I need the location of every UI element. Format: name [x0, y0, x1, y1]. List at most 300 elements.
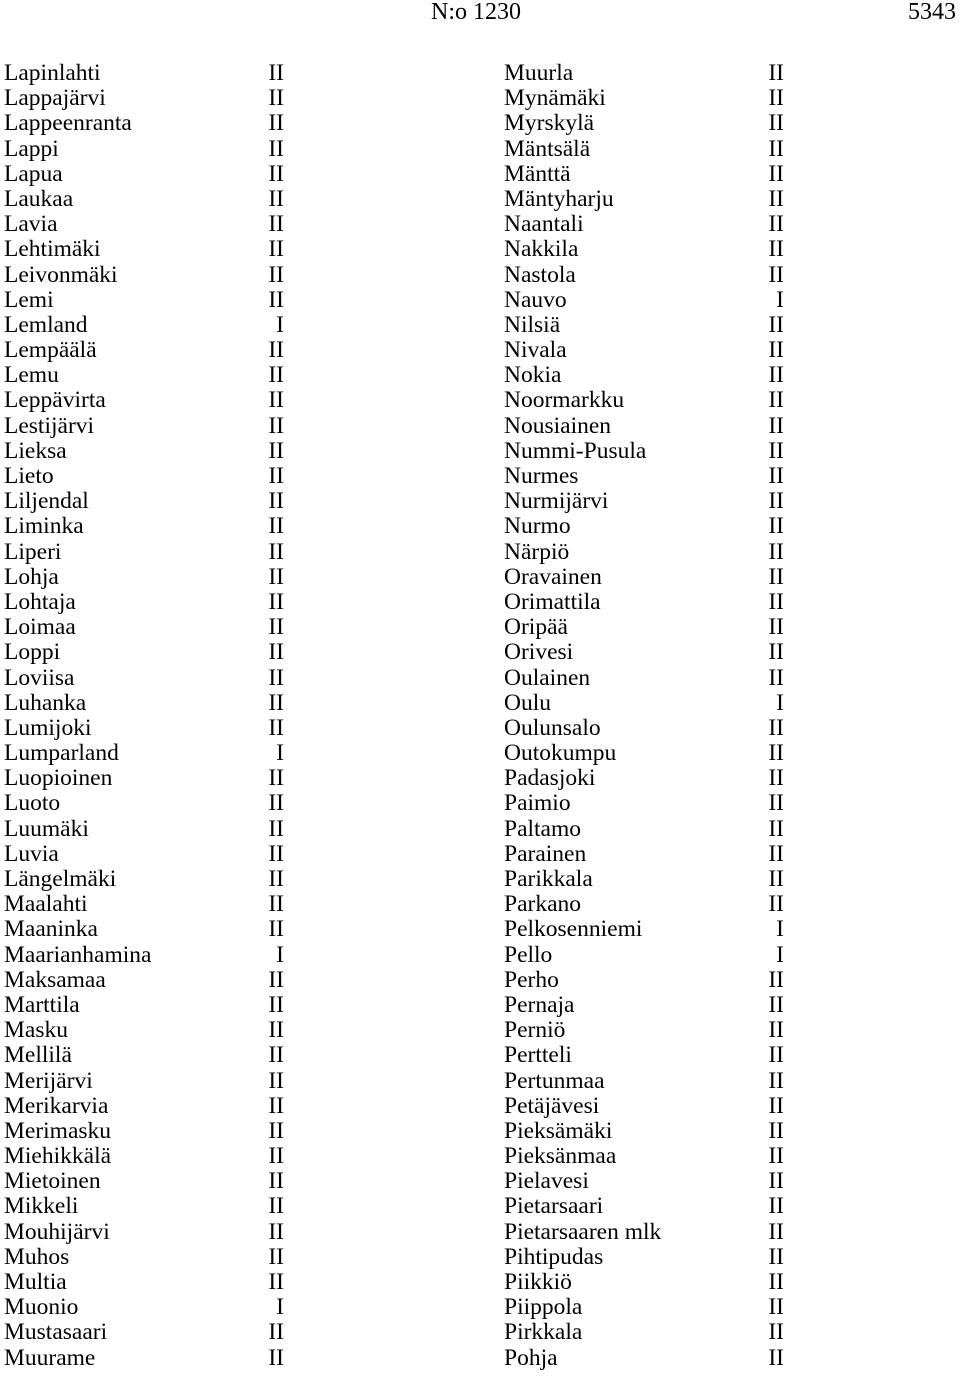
municipality-row [504, 866, 784, 891]
municipality-class: II [768, 840, 784, 867]
municipality-class: II [268, 1092, 284, 1119]
municipality-row [504, 287, 784, 312]
municipality-class: II [268, 588, 284, 615]
municipality-row [4, 85, 284, 110]
municipality-row [4, 413, 284, 438]
municipality-row [504, 765, 784, 790]
municipality-row [504, 1118, 784, 1143]
municipality-row [504, 816, 784, 841]
municipality-name: Pietarsaari [504, 1193, 604, 1220]
municipality-name: Pertteli [504, 1042, 572, 1069]
municipality-class: II [268, 160, 284, 187]
municipality-row [4, 891, 284, 916]
municipality-class: II [768, 387, 784, 414]
municipality-row [4, 916, 284, 941]
municipality-class: II [268, 286, 284, 313]
municipality-row [4, 1118, 284, 1143]
municipality-row [504, 312, 784, 337]
municipality-row [4, 1319, 284, 1344]
municipality-name: Paimio [504, 790, 571, 817]
left-municipality-column [4, 60, 284, 1370]
municipality-name: Maksamaa [4, 966, 106, 993]
municipality-name: Pielavesi [504, 1168, 589, 1195]
municipality-name: Mouhijärvi [4, 1218, 110, 1245]
municipality-row [4, 1143, 284, 1168]
municipality-name: Mietoinen [4, 1168, 101, 1195]
municipality-row [4, 1345, 284, 1370]
municipality-row [504, 967, 784, 992]
municipality-row [4, 362, 284, 387]
municipality-row [4, 765, 284, 790]
municipality-name: Lohtaja [4, 588, 76, 615]
municipality-row [504, 1319, 784, 1344]
municipality-name: Luhanka [4, 689, 87, 716]
municipality-class: II [268, 563, 284, 590]
municipality-name: Lempäälä [4, 337, 97, 364]
municipality-name: Pieksänmaa [504, 1143, 617, 1170]
municipality-name: Parkano [504, 891, 582, 918]
municipality-class: II [768, 110, 784, 137]
municipality-row [4, 1168, 284, 1193]
municipality-class: II [268, 538, 284, 565]
municipality-class: II [768, 362, 784, 389]
municipality-row [4, 287, 284, 312]
municipality-class: II [268, 1067, 284, 1094]
municipality-name: Nurmo [504, 513, 571, 540]
municipality-row [504, 1219, 784, 1244]
municipality-row [4, 136, 284, 161]
municipality-name: Masku [4, 1017, 68, 1044]
municipality-name: Loviisa [4, 664, 75, 691]
municipality-class: II [268, 815, 284, 842]
municipality-class: II [768, 614, 784, 641]
municipality-name: Outokumpu [504, 740, 617, 767]
municipality-name: Lumijoki [4, 714, 92, 741]
municipality-class: II [768, 60, 784, 86]
municipality-class: II [768, 714, 784, 741]
municipality-class: I [276, 941, 284, 968]
municipality-row [4, 1017, 284, 1042]
municipality-class: II [768, 1319, 784, 1346]
municipality-class: II [768, 664, 784, 691]
municipality-row [4, 312, 284, 337]
municipality-name: Pohja [504, 1344, 558, 1371]
municipality-row [4, 387, 284, 412]
municipality-name: Luvia [4, 840, 59, 867]
municipality-row [4, 816, 284, 841]
municipality-row [504, 1093, 784, 1118]
municipality-class: II [768, 1294, 784, 1321]
municipality-row [504, 1244, 784, 1269]
municipality-class: II [268, 1042, 284, 1069]
municipality-class: II [268, 991, 284, 1018]
municipality-class: II [268, 1243, 284, 1270]
municipality-row [4, 564, 284, 589]
municipality-class: II [268, 1168, 284, 1195]
municipality-row [504, 1017, 784, 1042]
municipality-name: Orivesi [504, 639, 574, 666]
municipality-name: Laukaa [4, 185, 74, 212]
municipality-class: II [268, 513, 284, 540]
municipality-name: Miehikkälä [4, 1143, 112, 1170]
municipality-row [4, 992, 284, 1017]
municipality-class: II [768, 790, 784, 817]
municipality-row [504, 891, 784, 916]
municipality-row [4, 1193, 284, 1218]
municipality-class: II [768, 866, 784, 892]
municipality-class: I [776, 916, 784, 943]
municipality-name: Luopioinen [4, 765, 113, 792]
municipality-row [504, 413, 784, 438]
municipality-name: Maaninka [4, 916, 98, 943]
municipality-row [4, 1068, 284, 1093]
municipality-class: II [768, 135, 784, 162]
municipality-class: II [268, 891, 284, 918]
page-number: 5343 [908, 0, 956, 25]
municipality-class: I [276, 311, 284, 338]
municipality-name: Nousiainen [504, 412, 612, 439]
municipality-row [504, 488, 784, 513]
municipality-name: Liljendal [4, 488, 89, 515]
municipality-row [504, 639, 784, 664]
municipality-name: Mäntsälä [504, 135, 591, 162]
municipality-name: Nummi-Pusula [504, 437, 647, 464]
municipality-name: Maarianhamina [4, 941, 152, 968]
municipality-class: II [268, 412, 284, 439]
municipality-class: II [268, 463, 284, 489]
municipality-class: II [768, 236, 784, 263]
municipality-name: Lieksa [4, 437, 67, 464]
municipality-row [504, 211, 784, 236]
municipality-name: Oulainen [504, 664, 591, 691]
municipality-row [4, 942, 284, 967]
municipality-name: Muhos [4, 1243, 70, 1270]
municipality-row [504, 740, 784, 765]
municipality-row [4, 1294, 284, 1319]
municipality-name: Maalahti [4, 891, 88, 918]
municipality-row [504, 1269, 784, 1294]
municipality-name: Lohja [4, 563, 59, 590]
municipality-row [4, 866, 284, 891]
municipality-name: Mikkeli [4, 1193, 79, 1220]
municipality-name: Oulunsalo [504, 714, 601, 741]
municipality-class: II [268, 1143, 284, 1170]
municipality-row [4, 539, 284, 564]
municipality-class: II [268, 437, 284, 464]
municipality-row [504, 1068, 784, 1093]
municipality-class: II [768, 160, 784, 187]
municipality-name: Merijärvi [4, 1067, 93, 1094]
municipality-name: Pelkosenniemi [504, 916, 643, 943]
municipality-class: II [768, 765, 784, 792]
municipality-row [4, 967, 284, 992]
municipality-class: II [768, 639, 784, 666]
municipality-row [504, 387, 784, 412]
municipality-row [4, 262, 284, 287]
municipality-class: II [768, 588, 784, 615]
municipality-row [504, 1042, 784, 1067]
municipality-name: Paltamo [504, 815, 582, 842]
municipality-row [504, 136, 784, 161]
municipality-row [504, 337, 784, 362]
municipality-name: Padasjoki [504, 765, 596, 792]
municipality-class: II [768, 1067, 784, 1094]
municipality-class: II [268, 387, 284, 414]
municipality-row [504, 236, 784, 261]
municipality-name: Pirkkala [504, 1319, 583, 1346]
municipality-class: II [768, 211, 784, 238]
municipality-name: Mäntyharju [504, 185, 614, 212]
municipality-class: II [768, 1092, 784, 1119]
municipality-class: II [268, 790, 284, 817]
municipality-class: II [768, 1168, 784, 1195]
municipality-class: II [268, 1218, 284, 1245]
municipality-class: II [268, 1193, 284, 1220]
municipality-name: Nokia [504, 362, 562, 389]
municipality-row [504, 161, 784, 186]
municipality-row [504, 1294, 784, 1319]
municipality-class: II [768, 538, 784, 565]
municipality-class: II [268, 85, 284, 112]
municipality-name: Lappi [4, 135, 59, 162]
municipality-name: Luoto [4, 790, 61, 817]
municipality-class: I [776, 689, 784, 716]
right-municipality-column [504, 60, 784, 1370]
municipality-row [504, 539, 784, 564]
municipality-class: II [268, 840, 284, 867]
municipality-row [504, 841, 784, 866]
municipality-row [4, 665, 284, 690]
municipality-row [504, 463, 784, 488]
municipality-name: Pello [504, 941, 553, 968]
municipality-name: Mellilä [4, 1042, 72, 1069]
municipality-name: Närpiö [504, 538, 570, 565]
municipality-class: II [768, 966, 784, 993]
municipality-name: Mustasaari [4, 1319, 108, 1346]
municipality-row [504, 186, 784, 211]
municipality-name: Oripää [504, 614, 568, 641]
municipality-row [504, 790, 784, 815]
municipality-name: Nakkila [504, 236, 579, 263]
municipality-class: I [776, 286, 784, 313]
municipality-class: II [268, 211, 284, 238]
municipality-class: II [768, 513, 784, 540]
municipality-row [4, 715, 284, 740]
municipality-name: Luumäki [4, 815, 89, 842]
municipality-class: II [268, 337, 284, 364]
municipality-name: Orimattila [504, 588, 601, 615]
municipality-name: Leppävirta [4, 387, 106, 414]
municipality-row [504, 665, 784, 690]
municipality-class: I [276, 1294, 284, 1321]
municipality-row [4, 690, 284, 715]
municipality-row [4, 186, 284, 211]
municipality-row [4, 1093, 284, 1118]
municipality-row [504, 513, 784, 538]
municipality-class: II [768, 261, 784, 288]
municipality-class: II [268, 714, 284, 741]
municipality-row [504, 1193, 784, 1218]
municipality-name: Pernaja [504, 991, 575, 1018]
municipality-name: Lestijärvi [4, 412, 95, 439]
municipality-name: Petäjävesi [504, 1092, 600, 1119]
municipality-row [4, 60, 284, 85]
municipality-name: Oravainen [504, 563, 602, 590]
municipality-class: II [768, 740, 784, 767]
municipality-name: Lapinlahti [4, 60, 101, 86]
municipality-name: Lemi [4, 286, 54, 313]
municipality-name: Lappajärvi [4, 85, 106, 112]
municipality-name: Pihtipudas [504, 1243, 604, 1270]
municipality-name: Nastola [504, 261, 576, 288]
municipality-name: Loimaa [4, 614, 76, 641]
municipality-class: II [268, 966, 284, 993]
municipality-row [504, 1143, 784, 1168]
municipality-row [504, 110, 784, 135]
municipality-row [4, 1219, 284, 1244]
municipality-row [504, 362, 784, 387]
municipality-row [504, 715, 784, 740]
municipality-class: II [768, 85, 784, 112]
municipality-name: Mynämäki [504, 85, 606, 112]
municipality-name: Muurame [4, 1344, 96, 1371]
municipality-class: II [268, 135, 284, 162]
document-number: N:o 1230 [431, 0, 521, 25]
municipality-name: Muonio [4, 1294, 79, 1321]
municipality-class: II [268, 110, 284, 137]
municipality-class: II [768, 488, 784, 515]
municipality-class: II [768, 1269, 784, 1295]
municipality-row [504, 690, 784, 715]
municipality-row [504, 916, 784, 941]
municipality-name: Piippola [504, 1294, 583, 1321]
municipality-class: II [768, 815, 784, 842]
municipality-name: Lehtimäki [4, 236, 101, 263]
municipality-class: II [268, 1269, 284, 1295]
municipality-class: II [768, 311, 784, 338]
municipality-row [4, 1244, 284, 1269]
municipality-row [4, 589, 284, 614]
municipality-class: II [768, 1243, 784, 1270]
municipality-row [4, 110, 284, 135]
municipality-row [4, 841, 284, 866]
municipality-class: II [268, 60, 284, 86]
municipality-row [504, 942, 784, 967]
municipality-class: I [776, 941, 784, 968]
municipality-name: Noormarkku [504, 387, 625, 414]
municipality-name: Muurla [504, 60, 574, 86]
municipality-class: II [768, 1143, 784, 1170]
municipality-class: II [768, 437, 784, 464]
municipality-class: II [268, 866, 284, 892]
municipality-name: Längelmäki [4, 866, 117, 892]
municipality-row [4, 236, 284, 261]
municipality-row [504, 992, 784, 1017]
municipality-class: II [268, 261, 284, 288]
municipality-row [504, 262, 784, 287]
municipality-row [504, 85, 784, 110]
municipality-class: II [268, 1344, 284, 1371]
municipality-name: Lavia [4, 211, 58, 238]
municipality-name: Piikkiö [504, 1269, 572, 1295]
municipality-row [4, 614, 284, 639]
municipality-name: Nauvo [504, 286, 567, 313]
municipality-class: II [268, 916, 284, 943]
municipality-name: Parikkala [504, 866, 593, 892]
municipality-row [4, 790, 284, 815]
municipality-class: II [268, 1117, 284, 1144]
municipality-name: Perho [504, 966, 559, 993]
municipality-class: II [768, 1193, 784, 1220]
municipality-class: II [268, 488, 284, 515]
municipality-row [4, 211, 284, 236]
municipality-class: I [276, 740, 284, 767]
municipality-row [504, 60, 784, 85]
municipality-class: II [268, 639, 284, 666]
municipality-row [504, 614, 784, 639]
municipality-name: Nurmijärvi [504, 488, 609, 515]
municipality-class: II [768, 1218, 784, 1245]
municipality-name: Naantali [504, 211, 584, 238]
municipality-row [4, 639, 284, 664]
municipality-name: Lieto [4, 463, 54, 489]
municipality-class: II [768, 563, 784, 590]
municipality-name: Nurmes [504, 463, 579, 489]
municipality-name: Parainen [504, 840, 587, 867]
municipality-name: Pietarsaaren mlk [504, 1218, 662, 1245]
municipality-class: II [768, 891, 784, 918]
municipality-class: II [768, 1344, 784, 1371]
municipality-class: II [768, 463, 784, 489]
municipality-row [4, 488, 284, 513]
municipality-name: Mänttä [504, 160, 571, 187]
municipality-name: Lemu [4, 362, 59, 389]
municipality-class: II [768, 991, 784, 1018]
municipality-row [4, 740, 284, 765]
municipality-class: II [768, 1117, 784, 1144]
municipality-class: II [268, 614, 284, 641]
municipality-name: Marttila [4, 991, 80, 1018]
municipality-row [4, 513, 284, 538]
municipality-class: II [268, 236, 284, 263]
municipality-name: Lappeenranta [4, 110, 132, 137]
municipality-name: Multia [4, 1269, 67, 1295]
municipality-class: II [268, 689, 284, 716]
municipality-row [4, 337, 284, 362]
municipality-name: Lemland [4, 311, 88, 338]
municipality-row [504, 1168, 784, 1193]
municipality-name: Leivonmäki [4, 261, 118, 288]
municipality-name: Merimasku [4, 1117, 112, 1144]
municipality-class: II [768, 412, 784, 439]
municipality-name: Liperi [4, 538, 62, 565]
municipality-row [4, 1042, 284, 1067]
municipality-class: II [268, 362, 284, 389]
municipality-class: II [768, 337, 784, 364]
municipality-name: Lumparland [4, 740, 119, 767]
municipality-class: II [268, 1017, 284, 1044]
municipality-name: Perniö [504, 1017, 566, 1044]
municipality-name: Merikarvia [4, 1092, 109, 1119]
municipality-class: II [268, 664, 284, 691]
municipality-name: Nivala [504, 337, 567, 364]
municipality-row [504, 589, 784, 614]
municipality-name: Oulu [504, 689, 551, 716]
municipality-name: Lapua [4, 160, 63, 187]
municipality-name: Pieksämäki [504, 1117, 613, 1144]
municipality-name: Myrskylä [504, 110, 595, 137]
municipality-class: II [768, 185, 784, 212]
